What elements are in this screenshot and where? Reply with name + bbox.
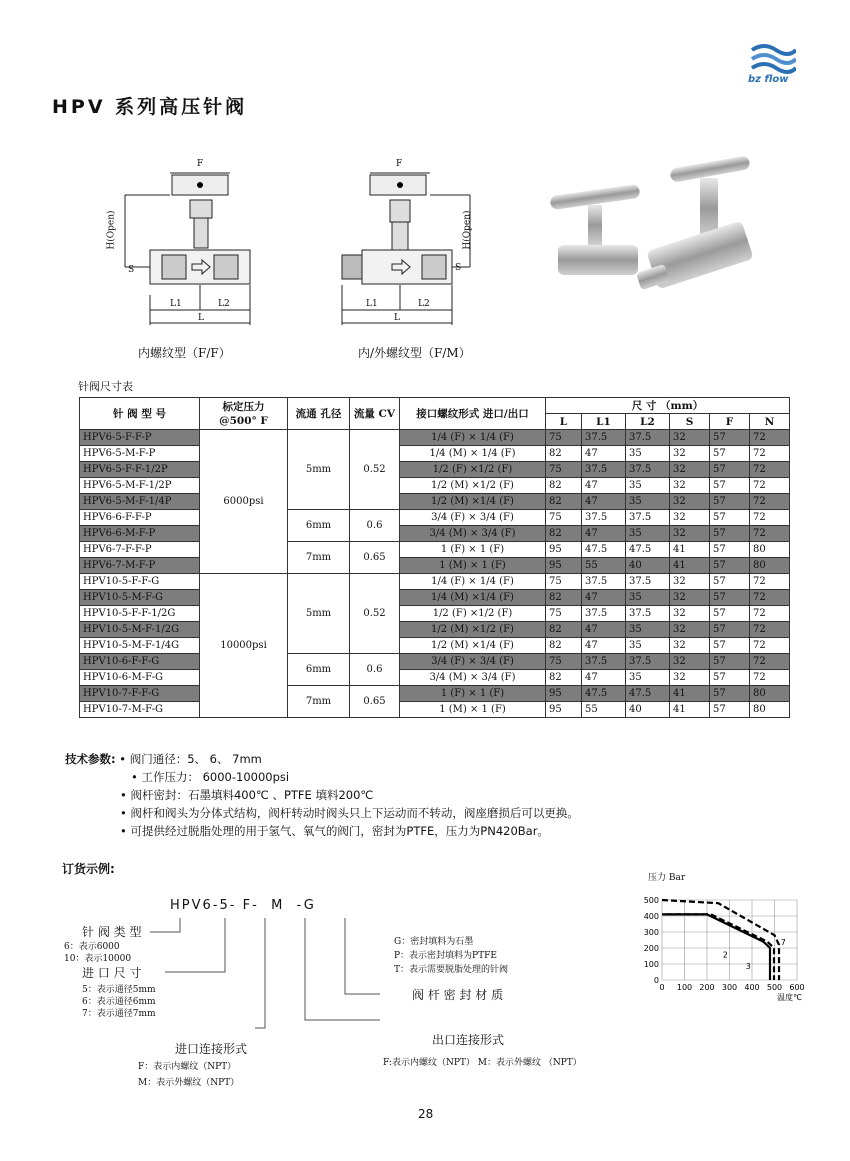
cell-pressure: 10000psi bbox=[200, 574, 288, 718]
chart-ylabel: 压力 Bar bbox=[648, 873, 686, 883]
series-line-3 bbox=[666, 914, 774, 980]
cell-flow: 0.6 bbox=[350, 510, 400, 542]
cell-thread: 3/4 (F) × 3/4 (F) bbox=[400, 654, 546, 670]
cell-L2: 47.5 bbox=[626, 686, 670, 702]
dim-l1-label-2: L1 bbox=[366, 299, 378, 309]
tech-item-3: • 阀杆密封：石墨填料400℃ 、PTFE 填料200℃ bbox=[120, 788, 374, 802]
cell-L2: 35 bbox=[626, 638, 670, 654]
cell-F: 57 bbox=[710, 686, 750, 702]
cell-S: 32 bbox=[670, 638, 710, 654]
brand-logo bbox=[748, 42, 796, 85]
cell-thread: 1/2 (F) ×1/2 (F) bbox=[400, 462, 546, 478]
table-row bbox=[80, 638, 790, 654]
dim-l-label-2: L bbox=[394, 313, 400, 323]
cell-L: 75 bbox=[546, 574, 582, 590]
seal-p: P：表示密封填料为PTFE bbox=[394, 951, 497, 961]
size-label: 进 口 尺 寸 bbox=[82, 966, 142, 980]
cell-N: 72 bbox=[750, 590, 790, 606]
code-part-inlet: F bbox=[242, 898, 253, 913]
cell-S: 32 bbox=[670, 574, 710, 590]
cell-L: 75 bbox=[546, 654, 582, 670]
cell-L2: 35 bbox=[626, 670, 670, 686]
dim-f-label: F bbox=[197, 159, 204, 169]
cell-L: 95 bbox=[546, 686, 582, 702]
cell-model: HPV6-5-M-F-P bbox=[80, 446, 200, 462]
cell-thread: 1/4 (F) × 1/4 (F) bbox=[400, 430, 546, 446]
tech-label: 技术参数: bbox=[65, 752, 116, 766]
x-tick-label: 100 bbox=[676, 983, 693, 992]
cell-N: 72 bbox=[750, 462, 790, 478]
cell-L1: 47 bbox=[582, 638, 626, 654]
cell-F: 57 bbox=[710, 462, 750, 478]
table-row bbox=[80, 510, 790, 526]
table-row bbox=[80, 670, 790, 686]
x-tick-label: 500 bbox=[766, 983, 783, 992]
page-number: 28 bbox=[418, 1107, 434, 1121]
cell-model: HPV6-5-F-F-1/2P bbox=[80, 462, 200, 478]
code-part-seal: G bbox=[303, 898, 316, 913]
cell-model: HPV6-5-M-F-1/4P bbox=[80, 494, 200, 510]
cell-N: 72 bbox=[750, 510, 790, 526]
table-row bbox=[80, 462, 790, 478]
size-5: 5：表示通径5mm bbox=[82, 985, 156, 995]
cell-L: 82 bbox=[546, 670, 582, 686]
cell-L: 75 bbox=[546, 606, 582, 622]
cell-F: 57 bbox=[710, 510, 750, 526]
cell-L1: 47 bbox=[582, 494, 626, 510]
cell-thread: 1/4 (F) × 1/4 (F) bbox=[400, 574, 546, 590]
cell-L2: 37.5 bbox=[626, 462, 670, 478]
cell-N: 72 bbox=[750, 446, 790, 462]
table-row bbox=[80, 478, 790, 494]
cell-L1: 47 bbox=[582, 590, 626, 606]
cell-S: 32 bbox=[670, 494, 710, 510]
col-L: L bbox=[546, 414, 582, 430]
y-tick-label: 500 bbox=[643, 896, 659, 905]
cell-L: 82 bbox=[546, 622, 582, 638]
inlet-label: 进口连接形式 bbox=[175, 1042, 248, 1056]
dim-l-label: L bbox=[198, 313, 204, 323]
spec-table bbox=[79, 397, 790, 718]
outlet-desc: F:表示内螺纹（NPT） M：表示外螺纹 （NPT） bbox=[383, 1058, 582, 1068]
cell-L: 95 bbox=[546, 558, 582, 574]
cell-S: 32 bbox=[670, 526, 710, 542]
table-row bbox=[80, 494, 790, 510]
series-label: 3 bbox=[745, 961, 751, 971]
cell-S: 41 bbox=[670, 702, 710, 718]
code-part-outlet: M bbox=[271, 898, 285, 913]
cell-thread: 1/2 (M) ×1/2 (F) bbox=[400, 622, 546, 638]
table-row bbox=[80, 430, 790, 446]
dim-l2-label: L2 bbox=[218, 299, 230, 309]
cell-N: 72 bbox=[750, 430, 790, 446]
cell-thread: 1/4 (M) ×1/4 (F) bbox=[400, 590, 546, 606]
cell-model: HPV6-6-F-F-P bbox=[80, 510, 200, 526]
dim-h-label: H(Open) bbox=[106, 210, 117, 250]
cell-L1: 47 bbox=[582, 622, 626, 638]
caption-ff: 内螺纹型（F/F） bbox=[138, 346, 231, 360]
dim-l2-label-2: L2 bbox=[418, 299, 430, 309]
y-tick-label: 300 bbox=[643, 928, 659, 937]
cell-L2: 35 bbox=[626, 494, 670, 510]
caption-fm: 内/外螺纹型（F/M） bbox=[358, 346, 471, 360]
cell-L: 82 bbox=[546, 526, 582, 542]
x-tick-label: 200 bbox=[699, 983, 715, 992]
cell-F: 57 bbox=[710, 670, 750, 686]
cell-S: 32 bbox=[670, 478, 710, 494]
cell-L: 95 bbox=[546, 702, 582, 718]
y-tick-label: 0 bbox=[653, 976, 659, 985]
cell-L2: 35 bbox=[626, 590, 670, 606]
cell-model: HPV6-5-M-F-1/2P bbox=[80, 478, 200, 494]
cell-N: 72 bbox=[750, 638, 790, 654]
code-sep: - bbox=[229, 898, 237, 913]
cell-N: 72 bbox=[750, 494, 790, 510]
series-label: 2 bbox=[722, 950, 728, 960]
cell-N: 72 bbox=[750, 606, 790, 622]
cell-thread: 1/4 (M) × 1/4 (F) bbox=[400, 446, 546, 462]
cell-model: HPV6-7-M-F-P bbox=[80, 558, 200, 574]
cell-flow: 0.6 bbox=[350, 654, 400, 686]
page-title: HPV 系列高压针阀 bbox=[52, 96, 248, 118]
cell-model: HPV6-5-F-F-P bbox=[80, 430, 200, 446]
table-row bbox=[80, 702, 790, 718]
cell-model: HPV6-6-M-F-P bbox=[80, 526, 200, 542]
code-sep: - bbox=[212, 898, 220, 913]
seal-t: T：表示需要脱脂处理的针阀 bbox=[394, 965, 509, 975]
cell-S: 32 bbox=[670, 446, 710, 462]
cell-thread: 1/2 (M) ×1/4 (F) bbox=[400, 494, 546, 510]
outlet-label: 出口连接形式 bbox=[432, 1033, 505, 1047]
cell-L2: 37.5 bbox=[626, 654, 670, 670]
table-row bbox=[80, 606, 790, 622]
col-L2: L2 bbox=[626, 414, 670, 430]
cell-F: 57 bbox=[710, 606, 750, 622]
table-row bbox=[80, 446, 790, 462]
cell-F: 57 bbox=[710, 702, 750, 718]
cell-S: 32 bbox=[670, 590, 710, 606]
diagram-ff bbox=[106, 155, 270, 334]
cell-L1: 55 bbox=[582, 558, 626, 574]
cell-F: 57 bbox=[710, 430, 750, 446]
type-label: 针 阀 类 型 bbox=[82, 925, 142, 939]
table-row bbox=[80, 558, 790, 574]
cell-L2: 47.5 bbox=[626, 542, 670, 558]
cell-L: 75 bbox=[546, 430, 582, 446]
cell-model: HPV6-7-F-F-P bbox=[80, 542, 200, 558]
type-10: 10：表示10000 bbox=[64, 954, 132, 964]
tech-item-1: • 阀门通径：5、 6、 7mm bbox=[119, 752, 262, 766]
cell-L1: 37.5 bbox=[582, 430, 626, 446]
inlet-m: M：表示外螺纹（NPT） bbox=[138, 1078, 240, 1088]
tech-item-4: • 阀杆和阀头为分体式结构，阀杆转动时阀头只上下运动而不转动，阀座磨损后可以更换。 bbox=[120, 806, 579, 820]
tech-item-2: • 工作压力： 6000-10000psi bbox=[131, 770, 290, 784]
y-tick-label: 100 bbox=[643, 960, 659, 969]
cell-thread: 1/2 (M) ×1/4 (F) bbox=[400, 638, 546, 654]
cell-model: HPV10-5-F-F-1/2G bbox=[80, 606, 200, 622]
cell-model: HPV10-5-M-F-1/2G bbox=[80, 622, 200, 638]
cell-F: 57 bbox=[710, 494, 750, 510]
cell-L1: 47.5 bbox=[582, 542, 626, 558]
seal-label: 阀 杆 密 封 材 质 bbox=[412, 988, 504, 1002]
cell-L2: 37.5 bbox=[626, 574, 670, 590]
cell-S: 32 bbox=[670, 670, 710, 686]
cell-L2: 37.5 bbox=[626, 606, 670, 622]
cell-N: 80 bbox=[750, 702, 790, 718]
cell-N: 80 bbox=[750, 686, 790, 702]
cell-L: 82 bbox=[546, 494, 582, 510]
cell-thread: 1 (F) × 1 (F) bbox=[400, 542, 546, 558]
col-model: 针 阀 型 号 bbox=[80, 398, 200, 430]
order-code bbox=[170, 898, 316, 913]
logo-text: bz flow bbox=[748, 74, 789, 85]
cell-flow: 0.65 bbox=[350, 686, 400, 718]
dim-h-label-2: H(Open) bbox=[462, 210, 473, 250]
cell-L: 75 bbox=[546, 462, 582, 478]
code-sep: - bbox=[296, 898, 304, 913]
cell-orifice: 5mm bbox=[288, 574, 350, 654]
y-tick-label: 400 bbox=[643, 912, 659, 921]
table-row bbox=[80, 542, 790, 558]
cell-N: 72 bbox=[750, 478, 790, 494]
col-orifice: 流通 孔径 bbox=[288, 398, 350, 430]
dim-s-label: S bbox=[128, 265, 135, 275]
cell-L1: 47 bbox=[582, 526, 626, 542]
diagram-fm bbox=[330, 155, 490, 334]
table-row bbox=[80, 686, 790, 702]
cell-thread: 3/4 (M) × 3/4 (F) bbox=[400, 526, 546, 542]
cell-orifice: 5mm bbox=[288, 430, 350, 510]
col-N: N bbox=[750, 414, 790, 430]
cell-N: 80 bbox=[750, 542, 790, 558]
cell-S: 32 bbox=[670, 462, 710, 478]
code-sep: - bbox=[252, 898, 259, 913]
col-F: F bbox=[710, 414, 750, 430]
code-part-series: HPV6 bbox=[170, 898, 213, 913]
table-row bbox=[80, 526, 790, 542]
y-tick-label: 200 bbox=[643, 944, 659, 953]
cell-L1: 47 bbox=[582, 446, 626, 462]
cell-L: 82 bbox=[546, 638, 582, 654]
cell-S: 41 bbox=[670, 686, 710, 702]
col-dims: 尺 寸 （mm） bbox=[546, 398, 790, 414]
cell-S: 32 bbox=[670, 606, 710, 622]
cell-model: HPV10-7-M-F-G bbox=[80, 702, 200, 718]
cell-L2: 35 bbox=[626, 478, 670, 494]
cell-L1: 47 bbox=[582, 670, 626, 686]
cell-orifice: 7mm bbox=[288, 686, 350, 718]
cell-thread: 1/2 (M) ×1/2 (F) bbox=[400, 478, 546, 494]
cell-L2: 37.5 bbox=[626, 430, 670, 446]
cell-F: 57 bbox=[710, 654, 750, 670]
cell-L1: 37.5 bbox=[582, 654, 626, 670]
cell-S: 32 bbox=[670, 622, 710, 638]
cell-L1: 37.5 bbox=[582, 606, 626, 622]
col-thread: 接口螺纹形式 进口/出口 bbox=[400, 398, 546, 430]
cell-thread: 1/2 (F) ×1/2 (F) bbox=[400, 606, 546, 622]
col-flow: 流量 CV bbox=[350, 398, 400, 430]
cell-N: 72 bbox=[750, 622, 790, 638]
cell-model: HPV10-5-M-F-1/4G bbox=[80, 638, 200, 654]
tech-section bbox=[65, 750, 579, 840]
cell-F: 57 bbox=[710, 526, 750, 542]
col-pressure: 标定压力 @500° F bbox=[200, 398, 288, 430]
cell-F: 57 bbox=[710, 590, 750, 606]
cell-F: 57 bbox=[710, 478, 750, 494]
cell-pressure: 6000psi bbox=[200, 430, 288, 574]
order-title: 订货示例: bbox=[62, 862, 115, 876]
cell-F: 57 bbox=[710, 574, 750, 590]
cell-S: 32 bbox=[670, 654, 710, 670]
cell-N: 72 bbox=[750, 526, 790, 542]
col-L1: L1 bbox=[582, 414, 626, 430]
cell-F: 57 bbox=[710, 638, 750, 654]
cell-L1: 55 bbox=[582, 702, 626, 718]
dim-s-label-2: S bbox=[455, 263, 462, 273]
cell-model: HPV10-6-M-F-G bbox=[80, 670, 200, 686]
cell-F: 57 bbox=[710, 542, 750, 558]
cell-L2: 37.5 bbox=[626, 510, 670, 526]
cell-thread: 3/4 (M) × 3/4 (F) bbox=[400, 670, 546, 686]
cell-flow: 0.65 bbox=[350, 542, 400, 574]
cell-S: 41 bbox=[670, 542, 710, 558]
x-tick-label: 400 bbox=[744, 983, 760, 992]
cell-S: 32 bbox=[670, 510, 710, 526]
cell-L1: 37.5 bbox=[582, 574, 626, 590]
cell-L2: 40 bbox=[626, 558, 670, 574]
cell-flow: 0.52 bbox=[350, 574, 400, 654]
table-row bbox=[80, 622, 790, 638]
dim-l1-label: L1 bbox=[170, 299, 182, 309]
cell-L2: 35 bbox=[626, 622, 670, 638]
pressure-temp-chart bbox=[632, 888, 812, 1013]
cell-L1: 37.5 bbox=[582, 462, 626, 478]
cell-L1: 47 bbox=[582, 478, 626, 494]
cell-L: 82 bbox=[546, 590, 582, 606]
cell-N: 72 bbox=[750, 670, 790, 686]
dim-f-label-2: F bbox=[396, 159, 403, 169]
cell-L2: 35 bbox=[626, 446, 670, 462]
cell-L1: 47.5 bbox=[582, 686, 626, 702]
table-header-row bbox=[80, 398, 790, 414]
cell-L1: 37.5 bbox=[582, 510, 626, 526]
col-S: S bbox=[670, 414, 710, 430]
seal-g: G：密封填料为石墨 bbox=[394, 937, 474, 947]
cell-thread: 1 (M) × 1 (F) bbox=[400, 558, 546, 574]
table-row bbox=[80, 574, 790, 590]
table-row bbox=[80, 590, 790, 606]
cell-orifice: 6mm bbox=[288, 654, 350, 686]
size-7: 7：表示通径7mm bbox=[82, 1009, 156, 1019]
cell-F: 57 bbox=[710, 622, 750, 638]
cell-S: 32 bbox=[670, 430, 710, 446]
tech-item-5: • 可提供经过脱脂处理的用于氢气、氧气的阀门，密封为PTFE，压力为PN420Bar。 bbox=[120, 824, 549, 838]
cell-L: 75 bbox=[546, 510, 582, 526]
cell-model: HPV10-7-F-F-G bbox=[80, 686, 200, 702]
cell-orifice: 6mm bbox=[288, 510, 350, 542]
cell-flow: 0.52 bbox=[350, 430, 400, 510]
cell-N: 80 bbox=[750, 558, 790, 574]
cell-L2: 40 bbox=[626, 702, 670, 718]
size-6: 6：表示通径6mm bbox=[82, 997, 156, 1007]
x-tick-label: 300 bbox=[721, 983, 738, 992]
cell-orifice: 7mm bbox=[288, 542, 350, 574]
cell-S: 41 bbox=[670, 558, 710, 574]
cell-F: 57 bbox=[710, 446, 750, 462]
cell-L: 95 bbox=[546, 542, 582, 558]
cell-model: HPV10-6-F-F-G bbox=[80, 654, 200, 670]
x-axis-label: 温度℃ bbox=[777, 993, 802, 1002]
cell-F: 57 bbox=[710, 558, 750, 574]
inlet-f: F：表示内螺纹（NPT） bbox=[138, 1062, 237, 1072]
x-tick-label: 600 bbox=[789, 983, 805, 992]
code-part-size: 5 bbox=[219, 898, 230, 913]
cell-L2: 35 bbox=[626, 526, 670, 542]
cell-L: 82 bbox=[546, 478, 582, 494]
series-line-2 bbox=[662, 914, 770, 980]
cell-thread: 1 (M) × 1 (F) bbox=[400, 702, 546, 718]
cell-N: 72 bbox=[750, 654, 790, 670]
table-row bbox=[80, 654, 790, 670]
cell-model: HPV10-5-F-F-G bbox=[80, 574, 200, 590]
x-tick-label: 0 bbox=[659, 983, 665, 992]
cell-thread: 3/4 (F) × 3/4 (F) bbox=[400, 510, 546, 526]
cell-L: 82 bbox=[546, 446, 582, 462]
cell-model: HPV10-5-M-F-G bbox=[80, 590, 200, 606]
cell-N: 72 bbox=[750, 574, 790, 590]
series-label: 7 bbox=[780, 937, 786, 947]
cell-thread: 1 (F) × 1 (F) bbox=[400, 686, 546, 702]
product-photo bbox=[540, 150, 760, 334]
table-title: 针阀尺寸表 bbox=[78, 380, 133, 393]
type-6: 6：表示6000 bbox=[64, 942, 120, 952]
